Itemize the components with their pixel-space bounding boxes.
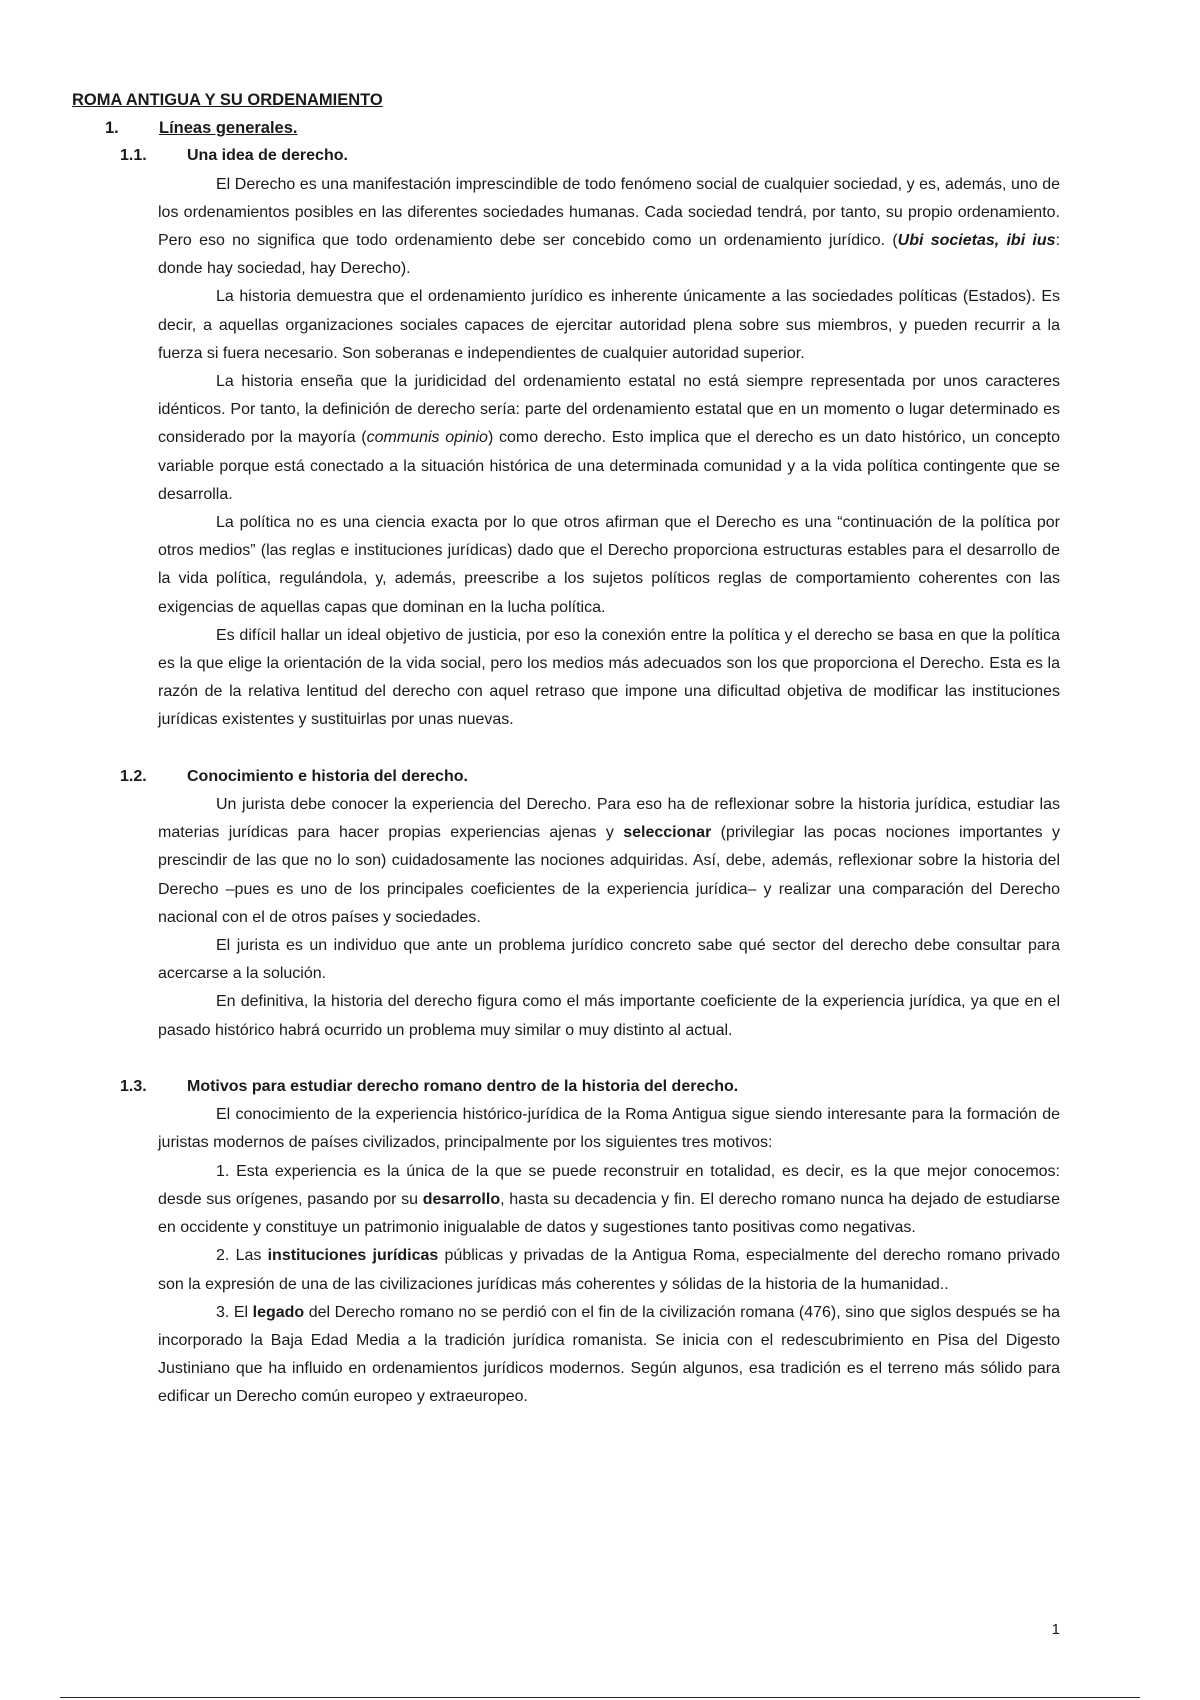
italic-text: communis opinio (366, 429, 488, 447)
subsection-heading (120, 142, 1200, 170)
emphasis-text: Ubi societas, ibi ius (897, 232, 1056, 250)
subsection-heading (120, 1073, 1200, 1101)
document-body (0, 86, 1200, 1412)
paragraph (158, 509, 1060, 622)
subsection-1-2 (0, 763, 1200, 1045)
subsection-number: 1.3. (120, 1078, 147, 1096)
subsection-number: 1.2. (120, 767, 147, 785)
paragraph-text: públicas y privadas de la Antigua Roma, especialmente del derecho romano privado son la expresión de una de las civilizaciones jurídicas más coherentes y sólidas de la historia de la humanidad.. (158, 1247, 1061, 1293)
subsection-1-1 (0, 142, 1200, 734)
paragraph-text: 1. Esta experiencia es la única de la que se puede reconstruir en totalidad, es decir, es la que mejor conocemos: desde sus orígenes, pasando por su (158, 1162, 1060, 1208)
emphasis-text: instituciones jurídicas (267, 1247, 439, 1265)
paragraph-text: La historia enseña que la juridicidad del ordenamiento estatal no está siempre representada por unos caracteres idénticos. Por tanto, la definición de derecho sería: parte del ordenamiento estatal que en un momento o lugar determinado es considerado por la mayoría ( (158, 373, 1060, 447)
section-title: Líneas generales. (159, 119, 298, 138)
paragraph-text: La historia demuestra que el ordenamiento jurídico es inherente únicamente a las sociedades políticas (Estados). Es decir, a aquellas organizaciones sociales capaces de ejercitar autoridad plena sobre sus miembros, y pueden recurrir a la fuerza si fuera necesario. Son soberanas e independientes de cualquier autoridad superior. (158, 288, 1060, 362)
paragraph-text: ) como derecho. Esto implica que el derecho es un dato histórico, un concepto variable porque está conectado a la situación histórica de una determinada comunidad y a la vida política contingente que se desarrolla. (158, 429, 1061, 503)
paragraph (158, 1242, 1060, 1298)
paragraph (158, 171, 1060, 284)
subsection-1-3 (0, 1073, 1200, 1411)
paragraph-text: 2. Las (216, 1247, 268, 1265)
paragraph-text: (privilegiar las pocas nociones importantes y prescindir de las que no lo son) cuidadosamente las nociones adquiridas. Así, debe, además, reflexionar sobre la historia del Derecho –pues es uno de los principales coeficientes de la experiencia jurídica– y realizar una comparación del Derecho nacional con el de otros países y sociedades. (158, 824, 1060, 926)
subsection-paragraphs (0, 791, 1200, 1045)
subsection-title: Conocimiento e historia del derecho. (187, 767, 468, 785)
paragraph-text: , hasta su decadencia y fin. El derecho romano nunca ha dejado de estudiarse en occidente y constituye un patrimonio inigualable de datos y sugestiones tanto positivas como negativas. (158, 1190, 1061, 1237)
emphasis-text: desarrollo (422, 1190, 501, 1208)
paragraph-text: En definitiva, la historia del derecho figura como el más importante coeficiente de la experiencia jurídica, ya que en el pasado histórico habrá ocurrido un problema muy similar o muy distinto al actual. (158, 993, 1060, 1039)
paragraph-text: La política no es una ciencia exacta por lo que otros afirman que el Derecho es una “continuación de la política por otros medios” (las reglas e instituciones jurídicas) dado que el Derecho proporciona estructuras estables para el desarrollo de la vida política, regulándola, y, además, preescribe a los sujetos políticos reglas de comportamiento coherentes con las exigencias de aquellas capas que dominan en la lucha política. (158, 514, 1060, 616)
subsection-title: Motivos para estudiar derecho romano dentro de la historia del derecho. (187, 1078, 739, 1096)
paragraph (158, 791, 1060, 932)
subsection-paragraphs (0, 1101, 1200, 1411)
paragraph-text: : donde hay sociedad, hay Derecho). (158, 232, 1061, 278)
emphasis-text: legado (252, 1303, 305, 1321)
paragraph-text: Es difícil hallar un ideal objetivo de justicia, por eso la conexión entre la política y el derecho se basa en que la política es la que elige la orientación de la vida social, pero los medios más adecuados son los que proporciona el Derecho. Esta es la razón de la relativa lentitud del derecho con aquel retraso que impone una dificultad objetiva de modificar las instituciones jurídicas existentes y sustituirlas por unas nuevas. (158, 626, 1060, 729)
subsection-heading (120, 763, 1200, 791)
emphasis-text: seleccionar (623, 824, 712, 842)
paragraph (158, 932, 1060, 988)
paragraph (158, 283, 1060, 368)
paragraph-text: El jurista es un individuo que ante un problema jurídico concreto sabe qué sector del derecho debe consultar para acercarse a la solución. (158, 937, 1060, 983)
paragraph (158, 622, 1060, 735)
paragraph (158, 1101, 1060, 1157)
subsection-number: 1.1. (120, 147, 147, 165)
paragraph (158, 1299, 1060, 1412)
section-number: 1. (105, 119, 119, 138)
paragraph-text: 3. El (216, 1303, 253, 1321)
paragraph-text: El conocimiento de la experiencia histórico-jurídica de la Roma Antigua sigue siendo interesante para la formación de juristas modernos de países civilizados, principalmente por los siguientes tres motivos: (158, 1106, 1060, 1152)
subsection-paragraphs (0, 171, 1200, 735)
subsection-title: Una idea de derecho. (187, 147, 348, 165)
page-number: 1 (1051, 1621, 1060, 1638)
document-title: ROMA ANTIGUA Y SU ORDENAMIENTO (72, 91, 383, 109)
page-bottom-rule (60, 1697, 1140, 1698)
paragraph-text: del Derecho romano no se perdió con el fin de la civilización romana (476), sino que siglos después se ha incorporado la Baja Edad Media a la tradición jurídica romanista. Se inicia con el redescubrimiento en Pisa del Digesto Justiniano que ha influido en ordenamientos jurídicos modernos. Según algunos, esa tradición es el terreno más sólido para edificar un Derecho común europeo y extraeuropeo. (158, 1303, 1060, 1406)
paragraph (158, 1158, 1060, 1243)
paragraph-text: El Derecho es una manifestación imprescindible de todo fenómeno social de cualquier sociedad, y es, además, uno de los ordenamientos posibles en las diferentes sociedades humanas. Cada sociedad tendrá, por tanto, su propio ordenamiento. Pero eso no significa que todo ordenamiento debe ser concebido como un ordenamiento jurídico. ( (158, 175, 1060, 250)
section-heading-1 (105, 114, 1200, 142)
paragraph-text: Un jurista debe conocer la experiencia del Derecho. Para eso ha de reflexionar sobre la historia jurídica, estudiar las materias jurídicas para hacer propias experiencias ajenas y (158, 796, 1060, 842)
paragraph (158, 368, 1060, 509)
paragraph (158, 988, 1060, 1044)
